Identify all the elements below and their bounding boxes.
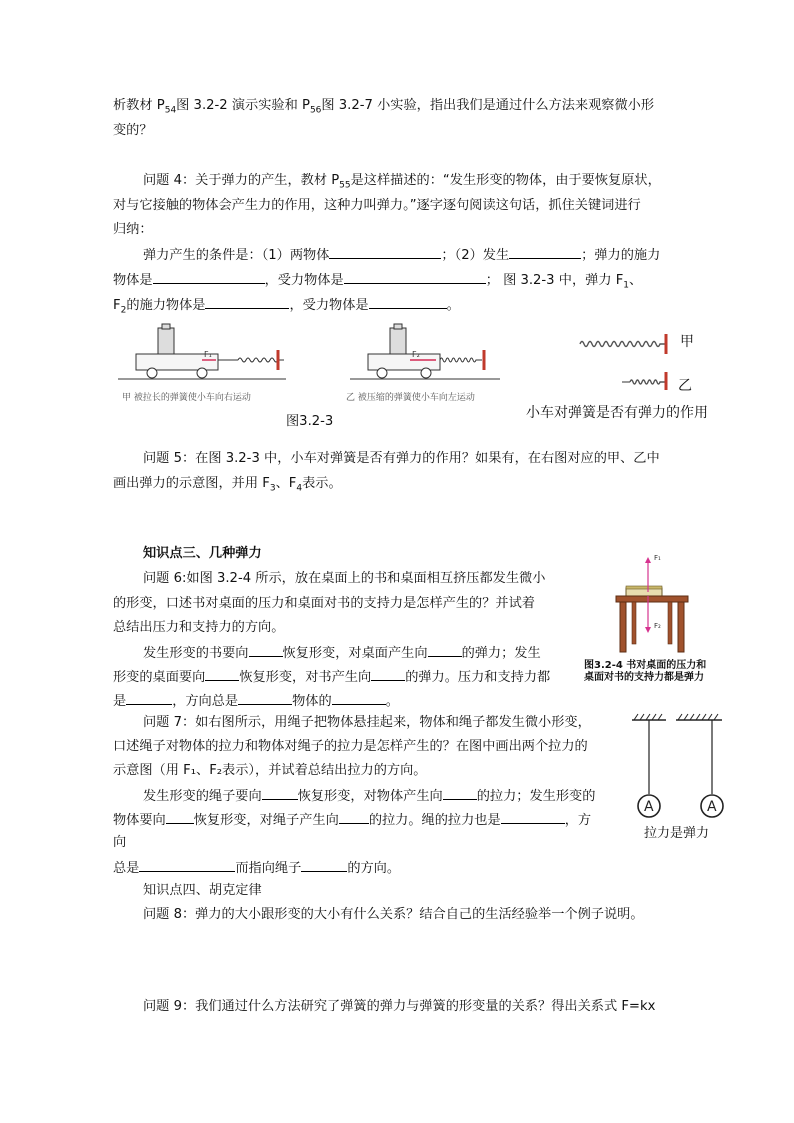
- answer-blank[interactable]: [153, 269, 265, 284]
- subscript: 54: [164, 105, 177, 116]
- spring: [440, 358, 482, 362]
- weight-block: [390, 328, 406, 354]
- q7-line1: 问题 7：如右图所示，用绳子把物体悬挂起来，物体和绳子都发生微小形变，: [143, 715, 591, 730]
- springs-caption: 小车对弹簧是否有弹力的作用: [526, 405, 708, 421]
- force-label: F₁: [654, 554, 661, 562]
- q6-line2: 的形变，口述书对桌面的压力和桌面对书的支持力是怎样产生的？并试着: [113, 596, 535, 611]
- subscript: 2: [120, 305, 127, 316]
- text: 恢复形变，对书产生向: [239, 670, 372, 685]
- table-top: [616, 596, 688, 602]
- text: ，受力物体是: [264, 273, 344, 288]
- answer-blank[interactable]: [371, 666, 405, 681]
- fig324-caption-line1: 图3.2-4 书对桌面的压力和: [584, 660, 707, 671]
- q7-line6: 向: [113, 835, 127, 850]
- q6-line4: [143, 642, 541, 664]
- q4-line3: 归纳：: [113, 222, 153, 237]
- book-on-table-figure: [612, 548, 698, 658]
- table-leg-back: [632, 602, 636, 644]
- answer-blank[interactable]: [369, 294, 447, 309]
- q7-line3: 示意图（用 F₁、F₂表示），并试着总结出拉力的方向。: [113, 763, 427, 778]
- q8-line: 问题 8：弹力的大小跟形变的大小有什么关系？结合自己的生活经验举一个例子说明。: [143, 907, 644, 922]
- text: 而指向绳子: [235, 861, 302, 876]
- q7-line7: [113, 857, 400, 879]
- answer-blank[interactable]: [443, 785, 477, 800]
- weight-top: [162, 324, 170, 329]
- label-yi: 乙: [678, 378, 692, 394]
- subscript: 3: [269, 483, 276, 494]
- text: 发生形变的绳子要向: [143, 789, 262, 804]
- object-label: A: [707, 799, 717, 815]
- q6-line5: [113, 666, 550, 688]
- q6-line3: 总结出压力和支持力的方向。: [113, 620, 285, 635]
- q6-line1: 问题 6:如图 3.2-4 所示，放在桌面上的书和桌面相互挤压都发生微小: [143, 571, 546, 586]
- cart-body: [368, 354, 440, 370]
- q7-line2: 口述绳子对物体的拉力和物体对绳子的拉力是怎样产生的？在图中画出两个拉力的: [113, 739, 588, 754]
- text: ；弹力的施力: [581, 248, 661, 263]
- text: 总是: [113, 861, 140, 876]
- q4-line6: [113, 294, 460, 321]
- answer-blank[interactable]: [205, 666, 239, 681]
- force-label-f2: F₂: [412, 350, 420, 359]
- answer-blank[interactable]: [139, 857, 235, 872]
- object-label: A: [644, 799, 654, 815]
- hanging-caption: 拉力是弹力: [644, 826, 710, 841]
- table-leg: [620, 602, 626, 652]
- ceiling-hatch: [678, 714, 718, 720]
- text: ，方: [564, 813, 592, 828]
- answer-blank[interactable]: [329, 244, 441, 259]
- text: 物体的: [292, 694, 332, 709]
- section-heading-kp3: 知识点三、几种弹力: [143, 546, 262, 561]
- answer-blank[interactable]: [301, 857, 347, 872]
- text: 图 3.2-2 演示实验和 P: [176, 98, 310, 113]
- text: 是这样描述的：“发生形变的物体，由于要恢复原状，: [350, 173, 661, 188]
- cart-wheel: [421, 368, 431, 378]
- hanging-objects-figure: [628, 712, 728, 822]
- weight-top: [394, 324, 402, 329]
- cart-wheel: [377, 368, 387, 378]
- force-label-f1: F₁: [204, 350, 212, 359]
- cart-compressed-spring-figure: [350, 320, 500, 386]
- label-jia: 甲: [680, 334, 694, 350]
- text: 恢复形变，对桌面产生向: [282, 646, 428, 661]
- text: 。: [385, 694, 399, 709]
- fig324-caption-line2: 桌面对书的支持力都是弹力: [584, 672, 704, 683]
- text: 画出弹力的示意图，并用 F: [113, 476, 270, 491]
- arrowhead-down: [645, 627, 651, 633]
- q5-line1: 问题 5：在图 3.2-3 中，小车对弹簧是否有弹力的作用？如果有，在右图对应的甲、乙中: [143, 451, 660, 466]
- spring: [218, 358, 284, 362]
- ceiling-hatch: [634, 714, 662, 720]
- para1-line2: 变的？: [113, 123, 153, 138]
- answer-blank[interactable]: [249, 642, 283, 657]
- answer-blank[interactable]: [205, 294, 289, 309]
- text: 的拉力。绳的拉力也是: [368, 813, 501, 828]
- answer-blank[interactable]: [339, 809, 369, 824]
- spring-jia: [580, 342, 666, 347]
- text: 恢复形变，对物体产生向: [297, 789, 443, 804]
- q9-line: 问题 9：我们通过什么方法研究了弹簧的弹力与弹簧的形变量的关系？得出关系式 F=kx: [143, 999, 656, 1014]
- subscript: 4: [296, 483, 303, 494]
- para1-line1: [113, 96, 654, 121]
- text: 形变的桌面要向: [113, 670, 206, 685]
- spring-yi: [630, 380, 666, 384]
- answer-blank[interactable]: [262, 785, 298, 800]
- section-heading-kp4: 知识点四、胡克定律: [143, 883, 262, 898]
- text: 物体要向: [113, 813, 166, 828]
- text: ；（2）发生: [441, 248, 510, 263]
- q4-line4: [143, 244, 660, 266]
- text: 、F: [275, 476, 297, 491]
- answer-blank[interactable]: [428, 642, 462, 657]
- answer-blank[interactable]: [238, 690, 292, 705]
- figure-label: 图3.2-3: [286, 414, 334, 429]
- table-leg: [678, 602, 684, 652]
- q4-line2: 对与它接触的物体会产生力的作用，这种力叫弹力。”逐字逐句阅读这句话，抓住关键词进行: [113, 198, 641, 213]
- text: 析教材 P: [113, 98, 165, 113]
- answer-blank[interactable]: [126, 690, 172, 705]
- text: 物体是: [113, 273, 153, 288]
- text: 、: [629, 273, 643, 288]
- text: 发生形变的书要向: [143, 646, 249, 661]
- answer-blank[interactable]: [332, 690, 386, 705]
- subscript: 55: [339, 180, 351, 191]
- q5-line2: [113, 474, 342, 499]
- caption-right: 乙 被压缩的弹簧使小车向左运动: [346, 393, 475, 403]
- text: 的施力物体是: [126, 298, 206, 313]
- answer-blank[interactable]: [344, 269, 486, 284]
- answer-blank[interactable]: [509, 244, 581, 259]
- q6-line6: [113, 690, 399, 712]
- text: 恢复形变，对绳子产生向: [193, 813, 339, 828]
- spring-pair-figure: [578, 330, 672, 390]
- arrowhead-up: [645, 557, 651, 563]
- text: 图 3.2-7 小实验，指出我们是通过什么方法来观察微小形: [321, 98, 655, 113]
- text: 问题 4：关于弹力的产生，教材 P: [143, 173, 340, 188]
- text: 表示。: [302, 476, 342, 491]
- weight-block: [158, 328, 174, 354]
- text: ，方向总是: [172, 694, 239, 709]
- text: 的拉力；发生形变的: [476, 789, 596, 804]
- table-leg-back: [668, 602, 672, 644]
- book-cover: [626, 586, 662, 589]
- cart-stretched-spring-figure: [118, 320, 286, 386]
- text: ，受力物体是: [289, 298, 369, 313]
- subscript: 1: [623, 280, 630, 291]
- text: 。: [446, 298, 460, 313]
- text: 的方向。: [347, 861, 401, 876]
- answer-blank[interactable]: [166, 809, 194, 824]
- answer-blank[interactable]: [501, 809, 565, 824]
- q4-line5: [113, 269, 642, 296]
- subscript: 56: [309, 105, 322, 116]
- force-label: F₂: [654, 622, 661, 630]
- text: F: [113, 298, 121, 313]
- cart-wheel: [197, 368, 207, 378]
- text: 的弹力；发生: [461, 646, 541, 661]
- caption-left: 甲 被拉长的弹簧使小车向右运动: [122, 393, 251, 403]
- q7-line4: [143, 785, 595, 807]
- text: 是: [113, 694, 127, 709]
- q7-line5: [113, 809, 591, 831]
- text: ； 图 3.2-3 中，弹力 F: [485, 273, 624, 288]
- text: 的弹力。压力和支持力都: [405, 670, 551, 685]
- text: 弹力产生的条件是：（1）两物体: [143, 248, 330, 263]
- cart-wheel: [147, 368, 157, 378]
- q4-line1: [143, 171, 661, 196]
